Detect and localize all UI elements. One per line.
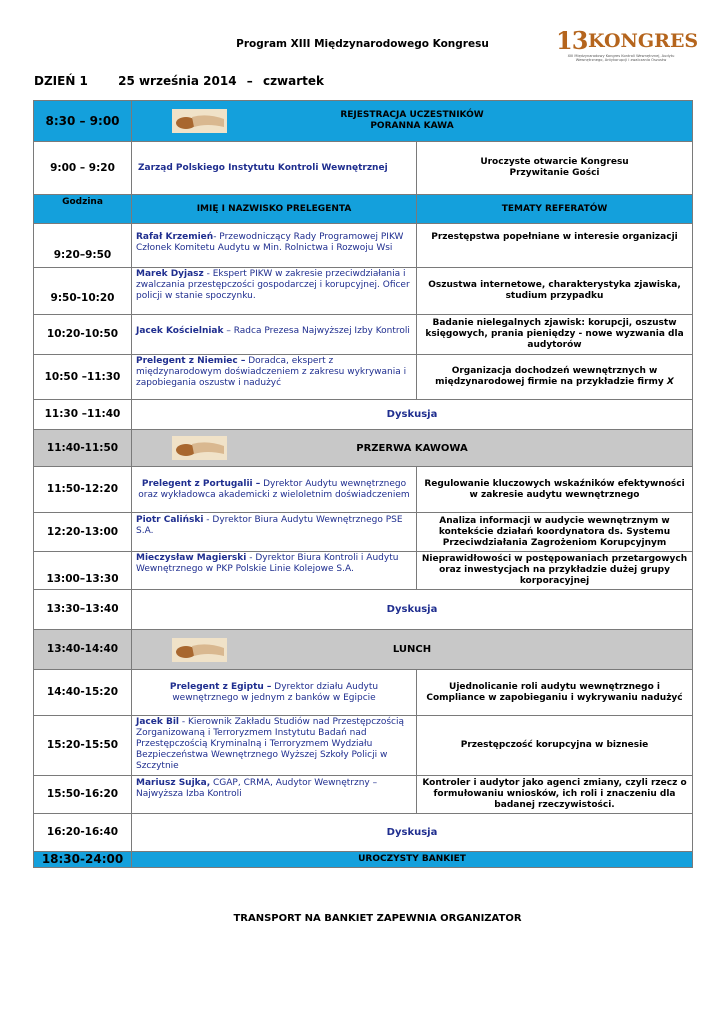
topic-cell: Przestępczość korupcyjna w biznesie [417, 716, 693, 776]
speaker-cell [132, 268, 417, 315]
banquet-cell: UROCZYSTY BANKIET [132, 852, 693, 868]
logo-subtitle: XIII Międzynarodowy Kongres Kontroli Wewnętrznej, Audytu Wewnętrznego, Antykorupcji i zwalczania Oszustw [567, 54, 675, 63]
topic-cell: Regulowanie kluczowych wskaźników efektywności w zakresie audytu wewnętrznego [417, 467, 693, 513]
time-cell: 10:50 –11:30 [34, 355, 132, 400]
speaker-desc: - Przewodniczący Rady Programowej PIKW Członek Komitetu Audytu w Min. Rolnictwa i Rozwoju Wsi [136, 232, 404, 253]
time-cell: 9:50-10:20 [34, 268, 132, 315]
day-label: DZIEŃ 1 [34, 74, 88, 88]
lunch-label: LUNCH [392, 644, 432, 655]
speaker-cell [132, 716, 417, 776]
speaker-desc: - Kierownik Zakładu Studiów nad Przestępczością Zorganizowaną i Terroryzmem Instytutu Badań nad Przestępczością Kryminalną i Terroryzmem Wydziału Bezpieczeństwa Wewnętrznego Wyższej Szkoły Policji w Szczytnie [136, 717, 405, 771]
speaker-cell [132, 467, 417, 513]
congress-logo [556, 24, 699, 66]
topic-x: X [666, 377, 674, 387]
table-row [34, 355, 693, 400]
table-row [34, 101, 693, 142]
topic-cell: Oszustwa internetowe, charakterystyka zjawiska, studium przypadku [417, 268, 693, 315]
header-topic: TEMATY REFERATÓW [417, 195, 693, 224]
speaker-name: Rafał Krzemień [136, 232, 214, 242]
time-cell: 13:00–13:30 [34, 552, 132, 590]
speaker-name: Jacek Bil [136, 717, 180, 727]
table-row [34, 224, 693, 268]
topic-line: Uroczyste otwarcie Kongresu [480, 157, 629, 167]
table-row [34, 814, 693, 852]
speaker-desc: Doradca, ekspert z międzynarodowym doświadczeniem z zakresu wykrywania i zapobiegania oszustw i nadużyć [136, 356, 407, 388]
table-row [34, 142, 693, 195]
table-row [34, 590, 693, 630]
speaker-cell [132, 670, 417, 716]
discussion-cell: Dyskusja [132, 814, 693, 852]
table-header-row [34, 195, 693, 224]
logo-number: 13 [556, 26, 588, 55]
topic-cell: Badanie nielegalnych zjawisk: korupcji, oszustw księgowych, prania pieniędzy - nowe wyzwania dla audytorów [417, 315, 693, 355]
table-row [34, 430, 693, 467]
speaker-name: Prelegent z Niemiec – [136, 356, 246, 366]
speaker-cell [132, 315, 417, 355]
speaker-name: Mariusz Sujka, [136, 778, 211, 788]
day-heading [34, 74, 350, 88]
coffee-icon [172, 638, 227, 662]
topic-line: Przywitanie Gości [509, 168, 600, 178]
time-cell: 15:20-15:50 [34, 716, 132, 776]
topic-text: Organizacja dochodzeń wewnętrznych w międzynarodowej firmie na przykładzie firmy [435, 366, 664, 387]
speaker-name: Prelegent z Portugalii – [141, 478, 261, 489]
header-speaker: IMIĘ I NAZWISKO PRELEGENTA [132, 195, 417, 224]
speaker-cell [132, 552, 417, 590]
speaker-desc: Dyrektor Audytu wewnętrznego oraz wykładowca akademicki z wieloletnim doświadczeniem [138, 478, 410, 500]
time-cell: 13:30–13:40 [34, 590, 132, 630]
time-cell: 9:00 – 9:20 [34, 142, 132, 195]
time-cell: 10:20-10:50 [34, 315, 132, 355]
speaker-desc: - Ekspert PIKW w zakresie przeciwdziałania i zwalczania przestępczości gospodarczej i korupcyjnej. Oficer policji w stanie spoczynku. [136, 269, 410, 301]
time-cell: 14:40-15:20 [34, 670, 132, 716]
table-row [34, 513, 693, 552]
table-row [34, 400, 693, 430]
speaker-cell [132, 355, 417, 400]
time-cell: 8:30 – 9:00 [34, 101, 132, 142]
header-time: Godzina [34, 195, 132, 224]
speaker-cell [132, 513, 417, 552]
day-dash: – [246, 74, 253, 88]
topic-cell: Ujednolicanie roli audytu wewnętrznego i Compliance w zapobieganiu i wykrywaniu nadużyć [417, 670, 693, 716]
time-cell: 9:20–9:50 [34, 224, 132, 268]
speaker-cell [132, 776, 417, 814]
program-table [33, 100, 693, 868]
topic-cell: Kontroler i audytor jako agenci zmiany, czyli rzecz o formułowaniu wniosków, ich roli i znaczeniu dla badanej rzeczywistości. [417, 776, 693, 814]
document-title: Program XIII Międzynarodowego Kongresu [236, 38, 489, 50]
discussion-cell: Dyskusja [132, 590, 693, 630]
table-row [34, 467, 693, 513]
coffee-break-label: PRZERWA KAWOWA [356, 442, 468, 454]
discussion-cell: Dyskusja [132, 400, 693, 430]
lunch-banner [132, 630, 693, 670]
speaker-name: Piotr Caliński [136, 515, 204, 525]
speaker-name: Prelegent z Egiptu – [169, 681, 272, 692]
topic-cell [417, 355, 693, 400]
topic-cell [417, 142, 693, 195]
time-cell: 15:50-16:20 [34, 776, 132, 814]
topic-cell: Analiza informacji w audycie wewnętrznym w kontekście działań koordynatora ds. Systemu Przeciwdziałania Zagrożeniom Korupcyjnym [417, 513, 693, 552]
transport-note: TRANSPORT NA BANKIET ZAPEWNIA ORGANIZATOR [233, 913, 522, 924]
coffee-break-banner [132, 430, 693, 467]
speaker-desc: Dyrektor działu Audytu wewnętrznego w jednym z banków w Egipcie [172, 681, 379, 703]
coffee-icon [172, 109, 227, 133]
time-cell: 13:40-14:40 [34, 630, 132, 670]
topic-cell: Przestępstwa popełniane w interesie organizacji [417, 224, 693, 268]
table-row [34, 268, 693, 315]
table-row [34, 670, 693, 716]
speaker-desc: CGAP, CRMA, Audytor Wewnętrzny – Najwyższa Izba Kontroli [136, 778, 378, 799]
logo-word: KONGRES [588, 30, 699, 52]
table-row [34, 552, 693, 590]
table-row [34, 630, 693, 670]
time-cell: 11:50-12:20 [34, 467, 132, 513]
speaker-desc: - Dyrektor Biura Kontroli i Audytu Wewnętrznego w PKP Polskie Linie Kolejowe S.A. [136, 553, 399, 574]
speaker-cell: Zarząd Polskiego Instytutu Kontroli Wewnętrznej [132, 142, 417, 195]
registration-label: REJESTRACJA UCZESTNIKÓW [340, 110, 484, 120]
time-cell: 12:20-13:00 [34, 513, 132, 552]
day-weekday: czwartek [262, 74, 325, 88]
speaker-name: Mieczysław Magierski [136, 553, 247, 563]
table-row [34, 776, 693, 814]
speaker-name: Marek Dyjasz [136, 269, 204, 279]
table-row [34, 716, 693, 776]
table-row [34, 315, 693, 355]
speaker-cell [132, 224, 417, 268]
speaker-desc: - Dyrektor Biura Audytu Wewnętrznego PSE S.A. [136, 515, 403, 536]
time-cell: 11:30 –11:40 [34, 400, 132, 430]
topic-cell: Nieprawidłowości w postępowaniach przetargowych oraz inwestycjach na przykładzie dużej grupy korporacyjnej [417, 552, 693, 590]
time-cell: 16:20-16:40 [34, 814, 132, 852]
time-cell: 11:40-11:50 [34, 430, 132, 467]
speaker-name: Jacek Kościelniak [136, 326, 224, 336]
speaker-desc: – Radca Prezesa Najwyższej Izby Kontroli [223, 326, 410, 336]
time-cell: 18:30-24:00 [34, 852, 132, 868]
morning-coffee-label: PORANNA KAWA [370, 121, 454, 131]
day-date: 25 września 2014 [118, 74, 237, 88]
table-row [34, 852, 693, 868]
registration-banner [132, 101, 693, 142]
coffee-icon [172, 436, 227, 460]
